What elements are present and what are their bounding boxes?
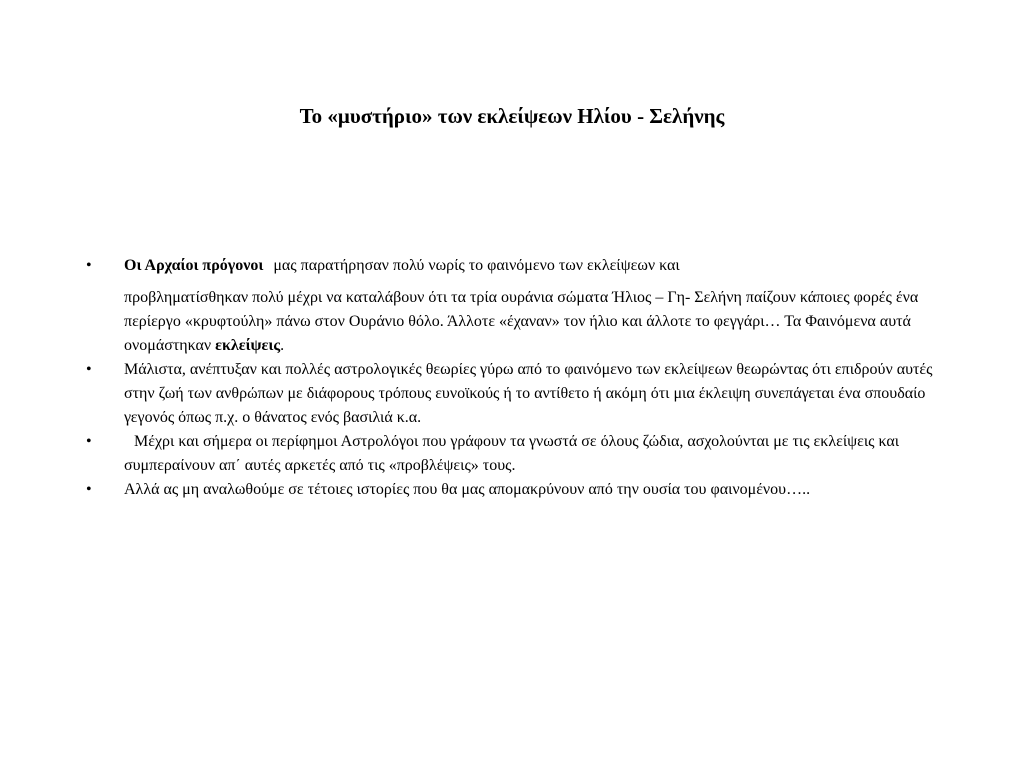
bullet-1-lead-rest: μας παρατήρησαν πολύ νωρίς το φαινόμενο των εκλείψεων και bbox=[273, 257, 680, 274]
bullet-icon: • bbox=[86, 481, 92, 498]
bullet-1-body-end: . bbox=[280, 337, 285, 354]
bullet-icon: • bbox=[86, 257, 92, 274]
bullet-1-body: προβληματίσθηκαν πολύ μέχρι να καταλάβουν ότι τα τρία ουράνια σώματα Ήλιος – Γη- Σελήνη παίζουν κάποιες φορές ένα περίεργο «κρυφτούλη» πάνω στον Ουράνιο θόλο. Άλλοτε «έχαναν» τον ήλιο και άλλοτε το φεγγάρι… Τα Φαινόμενα αυτά ονομάστηκαν bbox=[124, 289, 919, 354]
bullet-1-body-bold: εκλείψεις bbox=[215, 337, 281, 354]
bullet-item-1 bbox=[86, 254, 942, 358]
bullet-item-2 bbox=[86, 358, 942, 430]
bullet-4-text: Αλλά ας μη αναλωθούμε σε τέτοιες ιστορίες που θα μας απομακρύνουν από την ουσία του φαινομένου….. bbox=[124, 481, 811, 498]
bullet-icon: • bbox=[86, 361, 92, 378]
bullet-3-text: Μέχρι και σήμερα οι περίφημοι Αστρολόγοι που γράφουν τα γνωστά σε όλους ζώδια, ασχολούνται με τις εκλείψεις και συμπεραίνουν απ΄ αυτές αρκετές από τις «προβλέψεις» τους. bbox=[124, 433, 900, 474]
bullet-1-first-line bbox=[124, 254, 942, 278]
bullet-icon: • bbox=[86, 433, 92, 450]
slide-title: Το «μυστήριο» των εκλείψεων Ηλίου - Σελήνης bbox=[299, 104, 725, 128]
bullet-2-text: Μάλιστα, ανέπτυξαν και πολλές αστρολογικές θεωρίες γύρω από το φαινόμενο των εκλείψεων θεωρώντας ότι επιδρούν αυτές στην ζωή των ανθρώπων με διάφορους τρόπους ευνοϊκούς ή το αντίθετο ή ακόμη ότι μια έκλειψη συνεπάγεται ένα σπουδαίο γεγονός όπως π.χ. ο θάνατος ενός βασιλιά κ.α. bbox=[124, 361, 933, 426]
bullet-list bbox=[86, 254, 942, 502]
bullet-item-4 bbox=[86, 478, 942, 502]
bullet-item-3 bbox=[86, 430, 942, 478]
bullet-1-lead-bold: Οι Αρχαίοι πρόγονοι bbox=[124, 257, 264, 274]
